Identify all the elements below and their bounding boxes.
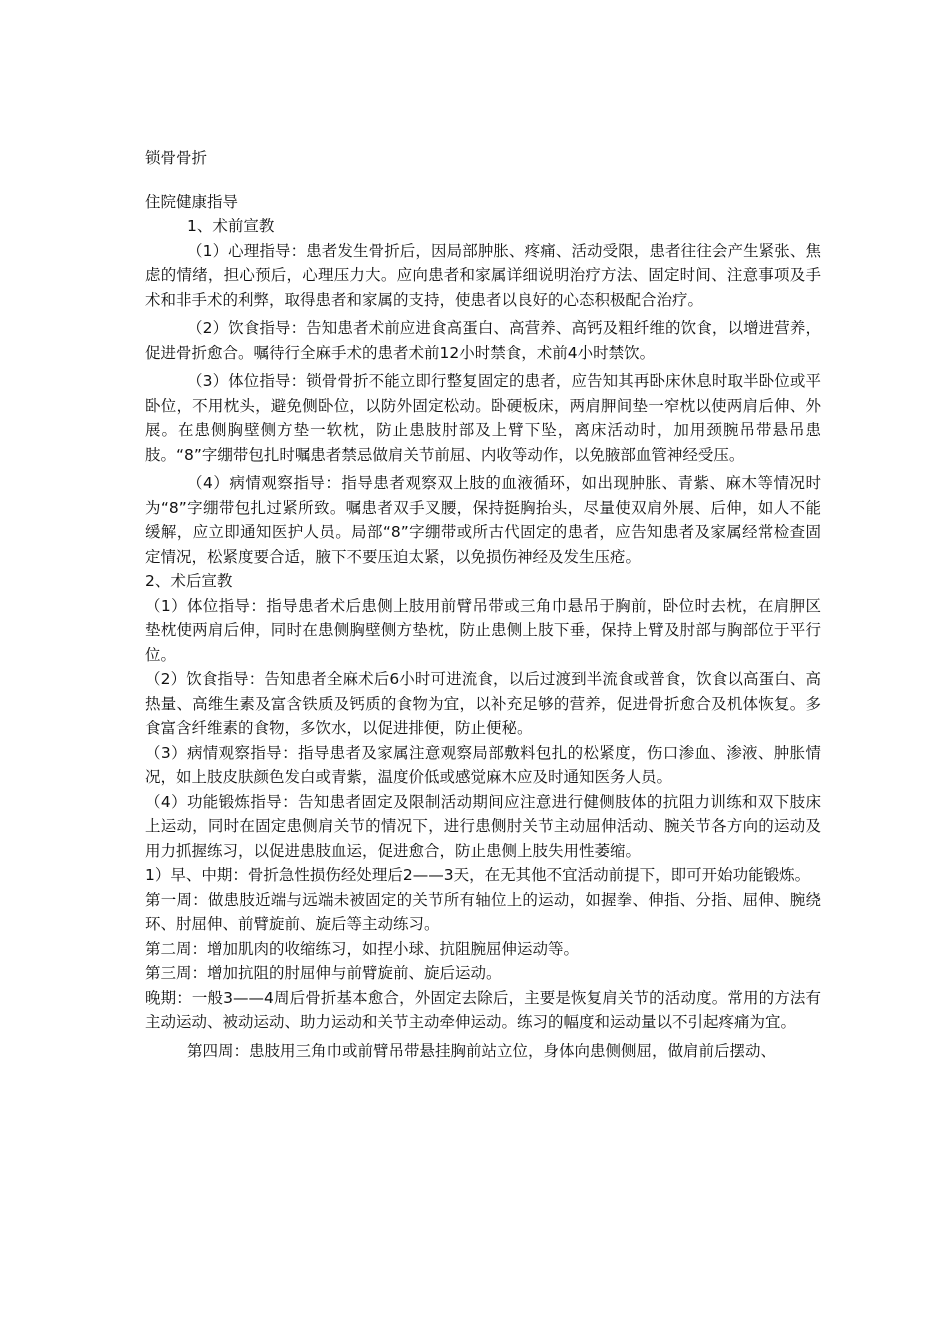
pre-op-item-position: （3）体位指导：锁骨骨折不能立即行整复固定的患者，应告知其再卧床休息时取半卧位或平卧位，不用枕头，避免侧卧位，以防外固定松动。卧硬板床，两肩胛间垫一窄枕以使两肩后伸、外展。在患侧胸壁侧方垫一软枕，防止患肢肘部及上臂下坠，离床活动时，加用颈腕吊带悬吊患肢。“8”字绷带包扎时嘱患者禁忌做肩关节前屈、内收等动作，以免腋部血管神经受压。 <box>145 372 821 464</box>
post-op-week-four: 第四周：患肢用三角巾或前臂吊带悬挂胸前站立位，身体向患侧侧屈，做肩前后摆动、 <box>187 1041 777 1060</box>
post-op-week-one: 第一周：做患肢近端与远端未被固定的关节所有轴位上的运动，如握拳、伸指、分指、屈伸、腕绕环、肘屈伸、前臂旋前、旋后等主动练习。 <box>145 890 821 933</box>
post-op-item-exercise: （4）功能锻炼指导：告知患者固定及限制活动期间应注意进行健侧肢体的抗阻力训练和双下肢床上运动，同时在固定患侧肩关节的情况下，进行患侧肘关节主动屈伸活动、腕关节各方向的运动及用力抓握练习，以促进患肢血运，促进愈合，防止患侧上肢失用性萎缩。 <box>145 792 821 860</box>
pre-op-item-observation: （4）病情观察指导：指导患者观察双上肢的血液循环，如出现肿胀、青紫、麻木等情况时为“8”字绷带包扎过紧所致。嘱患者双手叉腰，保持挺胸抬头，尽量使双肩外展、后伸，如人不能缓解，应立即通知医护人员。局部“8”字绷带或所古代固定的患者，应告知患者及家属经常检查固定情况，松紧度要合适，腋下不要压迫太紧，以免损伤神经及发生压疮。 <box>145 474 821 566</box>
pre-op-item-psychology: （1）心理指导：患者发生骨折后，因局部肿胀、疼痛、活动受限，患者往往会产生紧张、焦虑的情绪，担心预后，心理压力大。应向患者和家属详细说明治疗方法、固定时间、注意事项及手术和非手术的利弊，取得患者和家属的支持，使患者以良好的心态积极配合治疗。 <box>145 241 821 309</box>
post-op-item-observation: （3）病情观察指导：指导患者及家属注意观察局部敷料包扎的松紧度，伤口渗血、渗液、肿胀情况，如上肢皮肤颜色发白或青紫，温度价低或感觉麻木应及时通知医务人员。 <box>145 743 821 786</box>
post-op-heading: 2、术后宣教 <box>145 572 233 590</box>
post-op-late-stage: 晚期：一般3——4周后骨折基本愈合，外固定去除后，主要是恢复肩关节的活动度。常用的方法有主动运动、被动运动、助力运动和关节主动牵伸运动。练习的幅度和运动量以不引起疼痛为宜。 <box>145 988 821 1031</box>
guidance-heading: 住院健康指导 <box>145 193 239 211</box>
document-page <box>145 146 821 1063</box>
post-op-item-position: （1）体位指导：指导患者术后患侧上肢用前臂吊带或三角巾悬吊于胸前，卧位时去枕，在肩胛区垫枕使两肩后伸，同时在患侧胸壁侧方垫枕，防止患侧上肢下垂，保持上臂及肘部与胸部位于平行位。 <box>145 596 821 664</box>
pre-op-item-diet: （2）饮食指导：告知患者术前应进食高蛋白、高营养、高钙及粗纤维的饮食，以增进营养，促进骨折愈合。嘱待行全麻手术的患者术前12小时禁食，术前4小时禁饮。 <box>145 319 821 362</box>
post-op-item-diet: （2）饮食指导：告知患者全麻术后6小时可进流食，以后过渡到半流食或普食，饮食以高蛋白、高热量、高维生素及富含铁质及钙质的食物为宜，以补充足够的营养，促进骨折愈合及机体恢复。多食富含纤维素的食物，多饮水，以促进排便，防止便秘。 <box>145 670 821 737</box>
post-op-early-mid-stage: 1）早、中期：骨折急性损伤经处理后2——3天，在无其他不宜活动前提下，即可开始功能锻炼。 <box>145 866 811 884</box>
document-title: 锁骨骨折 <box>145 149 208 167</box>
pre-op-heading: 1、术前宣教 <box>187 217 275 235</box>
post-op-week-three: 第三周：增加抗阻的肘屈伸与前臂旋前、旋后运动。 <box>145 964 502 982</box>
post-op-week-two: 第二周：增加肌肉的收缩练习，如捏小球、抗阻腕屈伸运动等。 <box>145 939 580 958</box>
